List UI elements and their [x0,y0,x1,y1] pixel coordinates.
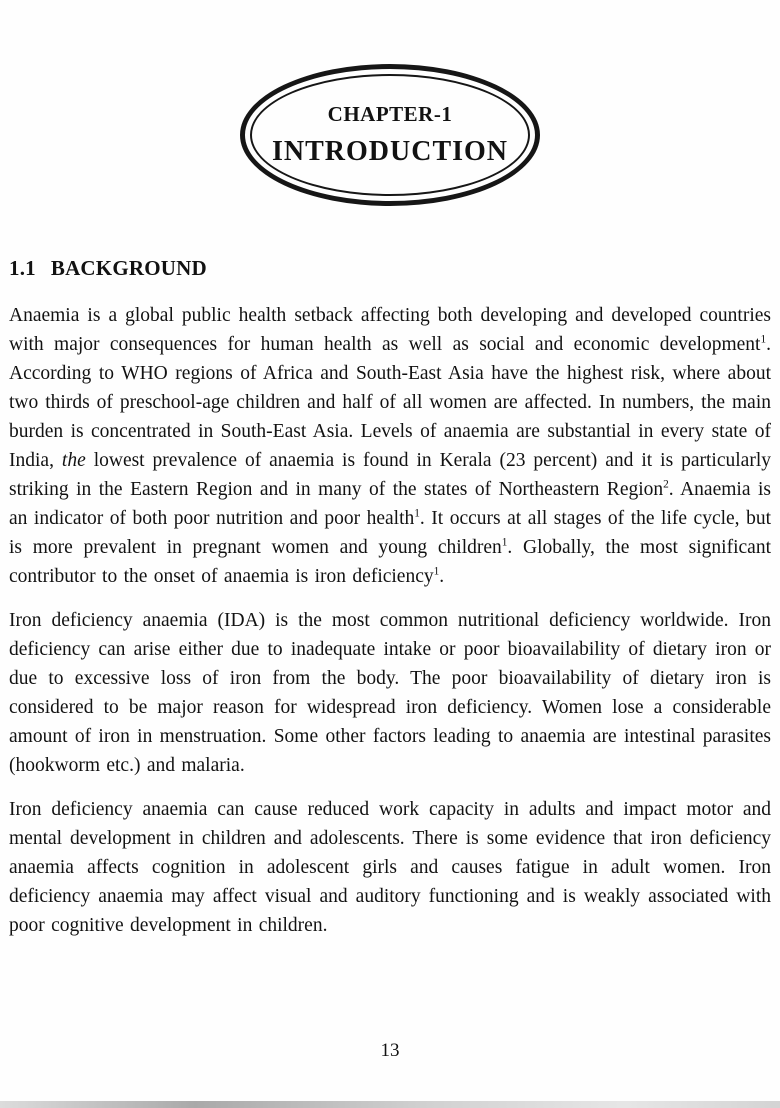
paragraph-text: Anaemia is a global public health setback affecting both developing and developed countries with major consequences for human health as well as social and economic development [9,305,771,355]
section-heading-label: BACKGROUND [50,256,207,280]
chapter-badge-outer-ring [240,64,540,206]
paragraph-text: . Anaemia is an indicator of both poor nutrition and poor health [9,479,771,529]
section-heading-number: 1.1 [9,256,36,280]
paragraph [9,301,771,591]
paragraph-text: . It occurs at all stages of the life cycle, but is more prevalent in pregnant women and young children [9,508,771,558]
paragraph [9,795,771,940]
footnote-reference: 1 [414,507,420,520]
chapter-badge-inner-ring [250,74,530,196]
paragraph-text: . Globally, the most significant contributor to the onset of anaemia is iron deficiency [9,537,771,587]
footnote-reference: 2 [663,478,669,491]
section-heading [9,256,771,281]
footnote-reference: 1 [433,565,440,578]
paragraph-text: lowest prevalence of anaemia is found in Kerala (23 percent) and it is particularly striking in the Eastern Region and in many of the states of Northeastern Region [9,450,771,500]
footnote-reference: 1 [501,536,508,549]
paragraph-text: Iron deficiency anaemia (IDA) is the most common nutritional deficiency worldwide. Iron deficiency can arise either due to inadequate intake or poor bioavailability of dietary iron or due to excessive loss of iron from the body. The poor bioavailability of dietary iron is considered to be major reason for widespread iron deficiency. Women lose a considerable amount of iron in menstruation. Some other factors leading to anaemia are intestinal parasites (hookworm etc.) and malaria. [9,610,771,776]
chapter-badge [9,64,771,206]
italic-text: the [61,450,86,471]
paragraph-text: . [439,566,445,587]
body-text [9,286,771,940]
page-number: 13 [380,1040,400,1061]
paragraph-text: Iron deficiency anaemia can cause reduced work capacity in adults and impact motor and mental development in children and adolescents. There is some evidence that iron deficiency anaemia affects cognition in adolescent girls and causes fatigue in adult women. Iron deficiency anaemia may affect visual and auditory functioning and is weakly associated with poor cognitive development in children. [9,799,771,936]
chapter-label: CHAPTER-1 [327,102,453,126]
chapter-title: INTRODUCTION [271,136,509,167]
footnote-reference: 1 [760,333,767,346]
paragraph-text: . According to WHO regions of Africa and South-East Asia have the highest risk, where about two thirds of preschool-age children and half of all women are affected. In numbers, the main burden is concentrated in South-East Asia. Levels of anaemia are substantial in every state of India, [9,334,771,471]
paragraph [9,606,771,780]
scan-edge-artifact [0,1101,780,1108]
